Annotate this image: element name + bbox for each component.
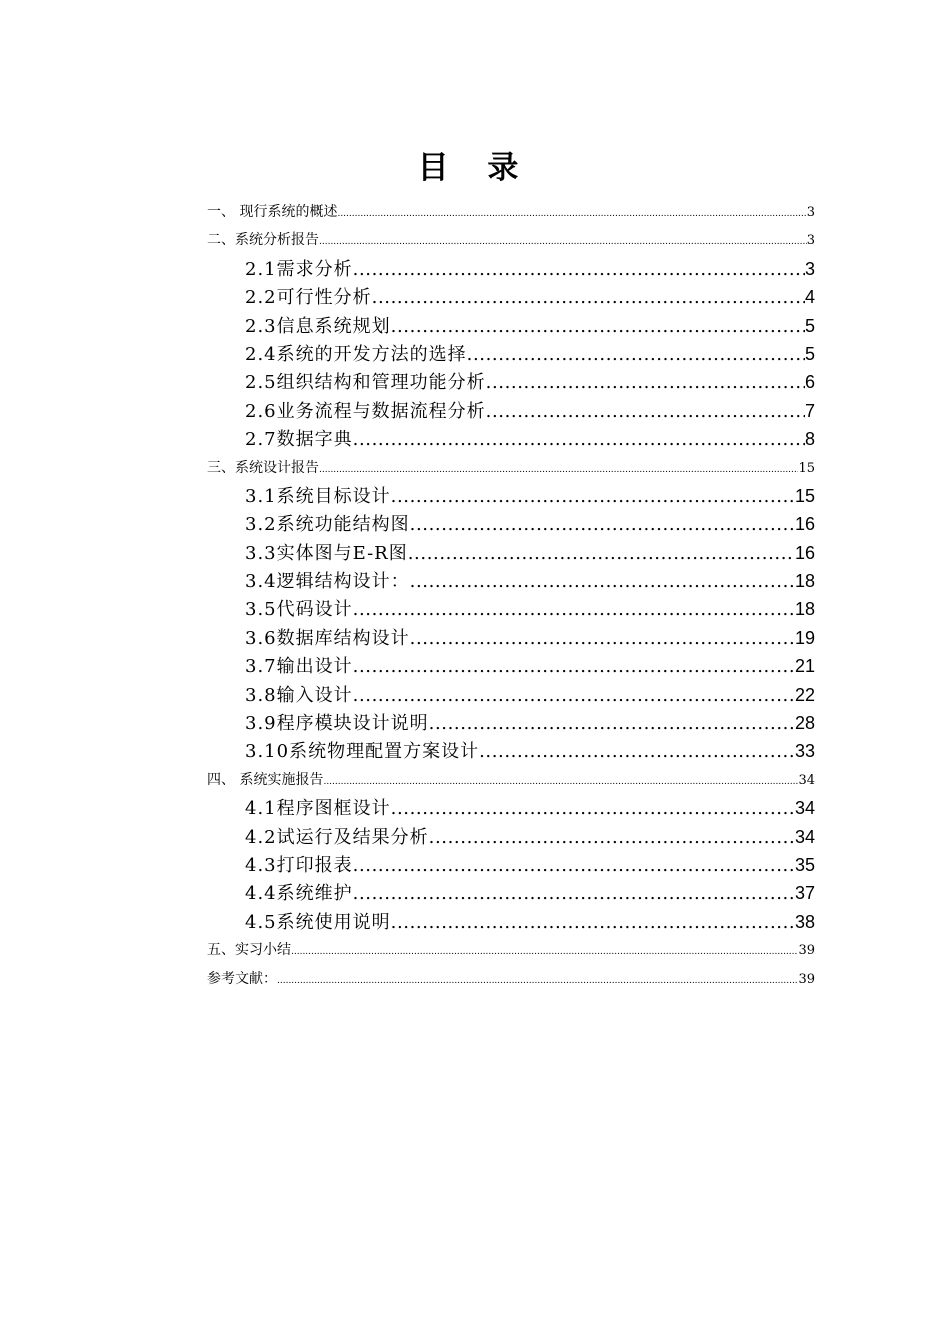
toc-entry-label: 4.1程序图框设计	[245, 798, 391, 820]
toc-section-entry[interactable]	[207, 879, 815, 907]
toc-section-entry[interactable]	[207, 737, 815, 765]
toc-dot-leader	[408, 540, 795, 567]
toc-section-entry[interactable]	[207, 340, 815, 368]
toc-entry-label: 3.8输入设计	[245, 684, 353, 706]
toc-section-entry[interactable]	[207, 397, 815, 425]
toc-entry-label: 二、系统分析报告	[207, 232, 319, 249]
toc-dot-leader	[353, 596, 795, 623]
toc-dot-leader	[479, 738, 795, 765]
toc-dot-leader	[410, 625, 795, 652]
toc-dot-leader	[391, 909, 795, 936]
toc-dot-leader	[353, 880, 795, 907]
toc-dot-leader	[353, 426, 805, 453]
toc-dot-leader	[391, 313, 805, 340]
toc-entry-label: 3.2系统功能结构图	[245, 514, 410, 536]
toc-dot-leader	[391, 483, 795, 510]
toc-entry-label: 一、 现行系统的概述	[207, 204, 338, 220]
toc-entry-page-number: 19	[794, 627, 815, 648]
toc-dot-leader	[353, 852, 795, 879]
toc-section-entry[interactable]	[207, 368, 815, 396]
toc-section-entry[interactable]	[207, 255, 815, 283]
toc-dot-leader	[353, 653, 795, 680]
toc-dot-leader	[319, 228, 807, 254]
toc-section-entry[interactable]	[207, 652, 815, 680]
toc-section-entry[interactable]	[207, 681, 815, 709]
toc-entry-page-number: 8	[804, 429, 815, 450]
toc-dot-leader	[291, 938, 798, 964]
toc-dot-leader	[277, 967, 798, 993]
toc-section-entry[interactable]	[207, 624, 815, 652]
toc-entry-page-number: 4	[804, 287, 815, 308]
toc-entry-page-number: 18	[794, 599, 815, 620]
toc-entry-label: 三、系统设计报告	[207, 459, 319, 476]
toc-entry-page-number: 34	[794, 798, 815, 819]
toc-entry-label: 2.3信息系统规划	[245, 315, 391, 337]
toc-dot-leader	[486, 398, 805, 425]
toc-dot-leader	[323, 768, 798, 794]
toc-section-entry[interactable]	[207, 539, 815, 567]
document-title: 目 录	[417, 150, 533, 186]
toc-entry-label: 五、实习小结	[207, 942, 291, 959]
toc-entry-page-number: 35	[794, 854, 815, 875]
toc-entry-page-number: 15	[798, 460, 815, 476]
toc-entry-page-number: 18	[794, 571, 815, 592]
toc-entry-page-number: 3	[806, 205, 815, 220]
toc-entry-page-number: 16	[794, 542, 815, 563]
toc-entry-label: 3.6数据库结构设计	[245, 627, 410, 649]
toc-dot-leader	[410, 568, 795, 595]
toc-section-entry[interactable]	[207, 510, 815, 538]
toc-entry-label: 3.7输出设计	[245, 656, 353, 678]
toc-entry-label: 4.3打印报表	[245, 854, 353, 876]
toc-entry-label: 2.6业务流程与数据流程分析	[245, 400, 486, 422]
toc-entry-page-number: 28	[794, 713, 815, 734]
toc-section-entry[interactable]	[207, 823, 815, 851]
toc-entry-page-number: 39	[798, 943, 815, 959]
toc-entry-page-number: 22	[794, 684, 815, 705]
toc-dot-leader	[337, 200, 806, 226]
toc-entry-page-number: 3	[804, 258, 815, 279]
toc-entry-label: 四、 系统实施报告	[207, 771, 324, 788]
toc-section-entry[interactable]	[207, 283, 815, 311]
toc-entry-label: 4.2试运行及结果分析	[245, 826, 429, 848]
toc-entry-page-number: 6	[804, 372, 815, 393]
toc-entry-label: 参考文献：	[207, 970, 277, 987]
toc-chapter-entry[interactable]	[207, 766, 815, 794]
toc-section-entry[interactable]	[207, 482, 815, 510]
toc-section-entry[interactable]	[207, 794, 815, 822]
toc-entry-page-number: 3	[806, 233, 815, 249]
toc-entry-page-number: 34	[794, 826, 815, 847]
toc-entry-label: 4.5系统使用说明	[245, 911, 391, 933]
toc-entry-page-number: 33	[794, 741, 815, 762]
toc-entry-label: 4.4系统维护	[245, 883, 353, 905]
toc-chapter-entry[interactable]	[207, 454, 815, 482]
toc-entry-page-number: 39	[798, 971, 815, 987]
toc-chapter-entry[interactable]	[207, 226, 815, 254]
toc-section-entry[interactable]	[207, 595, 815, 623]
toc-entry-page-number: 16	[794, 514, 815, 535]
toc-entry-label: 2.5组织结构和管理功能分析	[245, 372, 486, 394]
toc-entry-label: 3.4逻辑结构设计：	[245, 571, 410, 593]
toc-entry-page-number: 37	[794, 883, 815, 904]
toc-entry-label: 3.9程序模块设计说明	[245, 713, 429, 735]
toc-chapter-entry[interactable]	[207, 965, 815, 993]
toc-section-entry[interactable]	[207, 312, 815, 340]
toc-section-entry[interactable]	[207, 567, 815, 595]
toc-dot-leader	[353, 682, 795, 709]
toc-dot-leader	[486, 369, 805, 396]
toc-section-entry[interactable]	[207, 851, 815, 879]
table-of-contents	[207, 198, 815, 993]
toc-entry-label: 3.5代码设计	[245, 599, 353, 621]
toc-chapter-entry[interactable]	[207, 198, 815, 226]
toc-entry-label: 2.1需求分析	[245, 258, 353, 280]
toc-entry-page-number: 15	[794, 485, 815, 506]
toc-entry-label: 2.7数据字典	[245, 429, 353, 451]
toc-entry-page-number: 7	[804, 400, 815, 421]
toc-entry-page-number: 5	[804, 315, 815, 336]
toc-entry-label: 3.10系统物理配置方案设计	[245, 741, 480, 763]
toc-chapter-entry[interactable]	[207, 936, 815, 964]
toc-entry-page-number: 38	[794, 911, 815, 932]
toc-dot-leader	[467, 341, 805, 368]
toc-entry-page-number: 5	[804, 343, 815, 364]
toc-section-entry[interactable]	[207, 425, 815, 453]
toc-entry-label: 3.1系统目标设计	[245, 485, 391, 507]
toc-dot-leader	[319, 456, 798, 482]
toc-dot-leader	[391, 795, 795, 822]
toc-entry-label: 2.4系统的开发方法的选择	[245, 343, 467, 365]
toc-dot-leader	[353, 256, 805, 283]
toc-section-entry[interactable]	[207, 908, 815, 936]
toc-entry-page-number: 34	[798, 772, 815, 788]
toc-dot-leader	[429, 824, 795, 851]
toc-dot-leader	[410, 511, 795, 538]
toc-entry-label: 3.3实体图与E-R图	[245, 542, 408, 564]
toc-dot-leader	[429, 710, 795, 737]
toc-entry-label: 2.2可行性分析	[245, 287, 372, 309]
toc-entry-page-number: 21	[794, 656, 815, 677]
toc-dot-leader	[372, 284, 805, 311]
toc-section-entry[interactable]	[207, 709, 815, 737]
